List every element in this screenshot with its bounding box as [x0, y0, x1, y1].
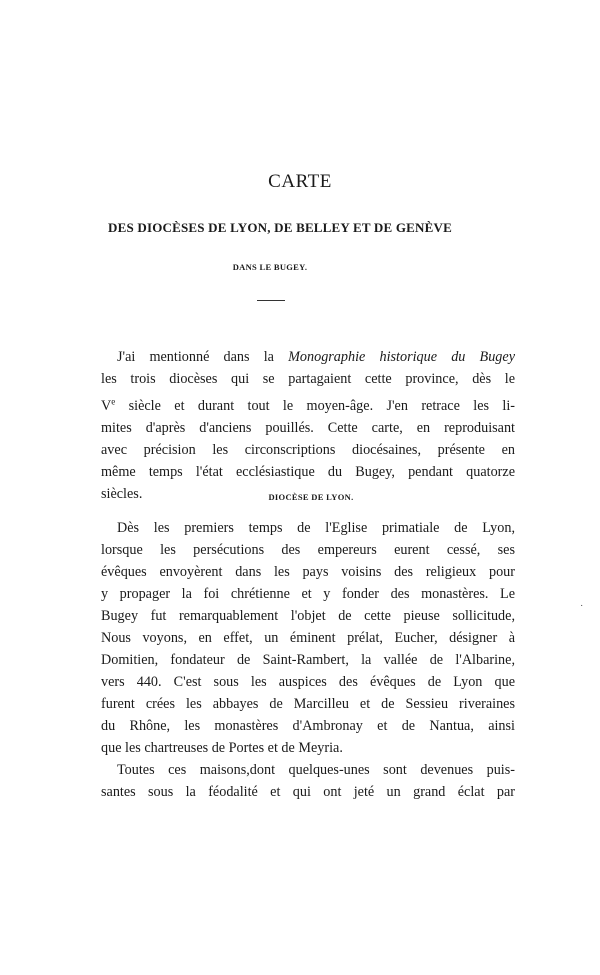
text-line: avec précision les circonscriptions diocésaines, présente en [101, 441, 515, 458]
page-subsubtitle: DANS LE BUGEY. [232, 262, 308, 272]
text-line: santes sous la féodalité et qui ont jeté un grand éclat par [101, 784, 515, 800]
separator-rule [257, 300, 285, 301]
book-title: Monographie historique du Bugey [288, 349, 515, 365]
text-line: que les chartreuses de Portes et de Meyria. [101, 740, 343, 756]
text-line: Ve siècle et durant tout le moyen-âge. J'en retrace les li- [101, 396, 515, 414]
page-title: CARTE [268, 171, 332, 192]
section-heading: DIOCÈSE DE LYON. [268, 492, 354, 502]
text-line: Bugey fut remarquablement l'objet de cette pieuse sollicitude, [101, 608, 515, 624]
text-line: lorsque les persécutions des empereurs eurent cessé, ses [101, 542, 515, 558]
text-line: du Rhône, les monastères d'Ambronay et de Nantua, ainsi [101, 718, 515, 734]
margin-mark: ˙ [580, 604, 584, 615]
text-line: y propager la foi chrétienne et y fonder des monastères. Le [101, 586, 515, 602]
body-paragraph [101, 517, 515, 803]
text-line: furent crées les abbayes de Marcilleu et de Sessieu riveraines [101, 696, 515, 712]
text-line: siècles. [101, 485, 143, 502]
text-line: mites d'après d'anciens pouillés. Cette carte, en reproduisant [101, 419, 515, 436]
page-subtitle: DES DIOCÈSES DE LYON, DE BELLEY ET DE GENÈVE [108, 220, 452, 235]
text-line: J'ai mentionné dans la Monographie historique du Bugey [117, 349, 515, 365]
intro-paragraph [101, 346, 515, 505]
text-line: Nous voyons, en effet, un éminent prélat, Eucher, désigner à [101, 630, 515, 646]
text-line: Dès les premiers temps de l'Eglise primatiale de Lyon, [117, 520, 515, 536]
text-line: Toutes ces maisons,dont quelques-unes sont devenues puis- [117, 762, 515, 778]
text-line: vers 440. C'est sous les auspices des évêques de Lyon que [101, 674, 515, 690]
text-line: les trois diocèses qui se partagaient cette province, dès le [101, 371, 515, 387]
text-line: Domitien, fondateur de Saint-Rambert, la vallée de l'Albarine, [101, 652, 515, 668]
text-line: même temps l'état ecclésiastique du Bugey, pendant quatorze [101, 463, 515, 480]
text-line: évêques envoyèrent dans les pays voisins des religieux pour [101, 564, 515, 580]
